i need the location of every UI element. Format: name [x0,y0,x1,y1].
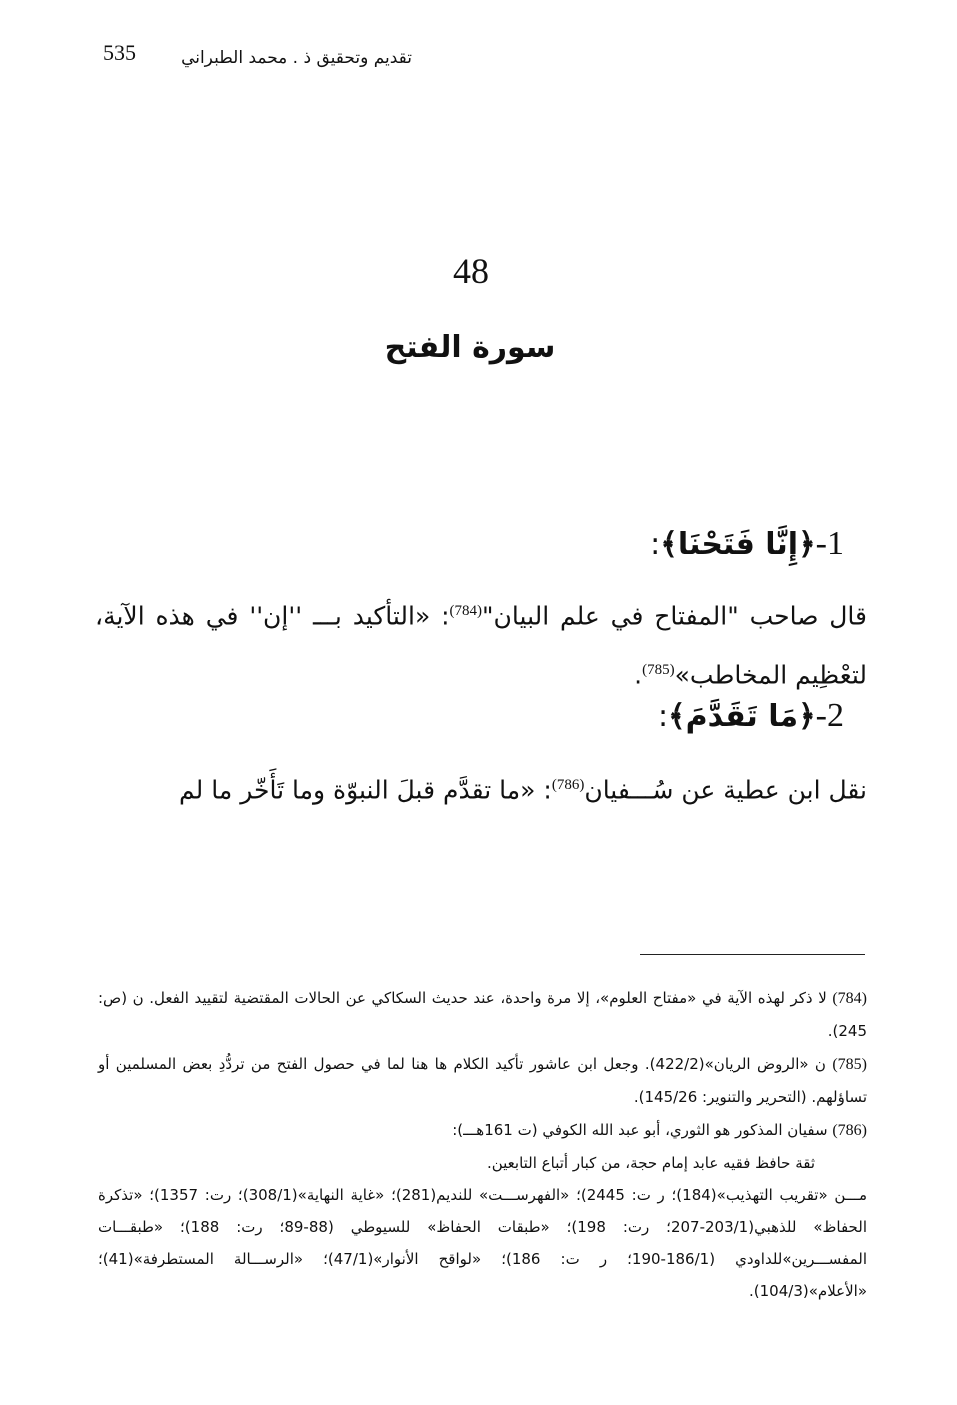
footnote-continuation: مـــن «تقريب التهذيب»(184)؛ ر ت: 2445)؛ «الفهرســـت» للنديم(281)؛ «غاية النهاية»(308/1)؛ رت: 1357)؛ «تذكرة الحفاظ» للذهبي(203/1-207؛ رت: 198)؛ «طبقات الحفاظ» للسيوطي (88-89؛ رت: 188)؛ «طبقـــات المفســـرين»للداودي (186/1-190؛ ر ت: 186)؛ «لواقح الأنوار»(47/1)؛ «الرســـالة المستطرفة»(41)؛ «الأعلام»(104/3). [98,1186,868,1300]
footnote-text: سفيان المذكور هو الثوري، أبو عبد الله الكوفي (ت 161هـــ): [452,1121,828,1139]
commentary-text: قال صاحب "المفتاح في علم البيان" [482,601,867,631]
footnote-785 [98,1048,867,1113]
footnote-ref: (786) [551,777,585,793]
verse-number: 1- [815,525,844,562]
footnote-continuation: ثقة حافظ فقيه عابد إمام حجة، من كبار أتباع التابعين. [486,1154,815,1172]
chapter-number: 48 [453,251,489,291]
footnote-ref: (785) [642,662,675,679]
footnote-number: (784) [832,990,867,1007]
footnote-number: (785) [832,1056,867,1073]
commentary-text: : «ما تقدَّم قبلَ النبوّة وما تَأَخّر ما لم [179,775,552,805]
footnote-text: لا ذكر لهذه الآية في «مفتاح العلوم»، إلا مرة واحدة، عند حديث السكاكي عن الحالات المقتضية لتقييد الفعل. ن (ص: 245). [98,989,867,1040]
verse-heading-2 [658,697,844,735]
verse-commentary-1 [95,584,867,703]
footnote-text: ن «الروض الريان»(422/2). وجعل ابن عاشور تأكيد الكلام ها هنا لما في حصول الفتح من تردُّدِ بعض المسلمين أو تساؤلهم. (التحرير والتنوير: 145/26). [98,1055,867,1106]
footnote-divider [640,954,865,955]
footnote-784 [98,982,867,1047]
footnote-ref: (784) [449,603,483,619]
running-title: تقديم وتحقيق ذ . محمد الطبراني [181,48,412,68]
commentary-text: : «التأكيد بـــ ''إن'' في هذه الآية، لتعْظِيم المخاطب» [95,601,867,690]
verse-colon: : [650,527,661,562]
commentary-text: . [634,660,643,690]
verse-quote: ﴿مَا تَقَدَّمَ﴾ [668,699,816,734]
verse-colon: : [657,699,669,734]
surah-title: سورة الفتح [384,330,556,365]
footnote-786 [98,1114,867,1307]
verse-commentary-2 [130,758,867,817]
verse-heading-1 [650,525,844,563]
footnote-number: (786) [832,1122,867,1139]
page-number: 535 [103,40,136,65]
verse-number: 2- [815,697,844,734]
verse-quote: ﴿إِنَّا فَتَحْنَا﴾ [660,527,816,562]
commentary-text: نقل ابن عطية عن سُـــفيان [584,775,867,805]
